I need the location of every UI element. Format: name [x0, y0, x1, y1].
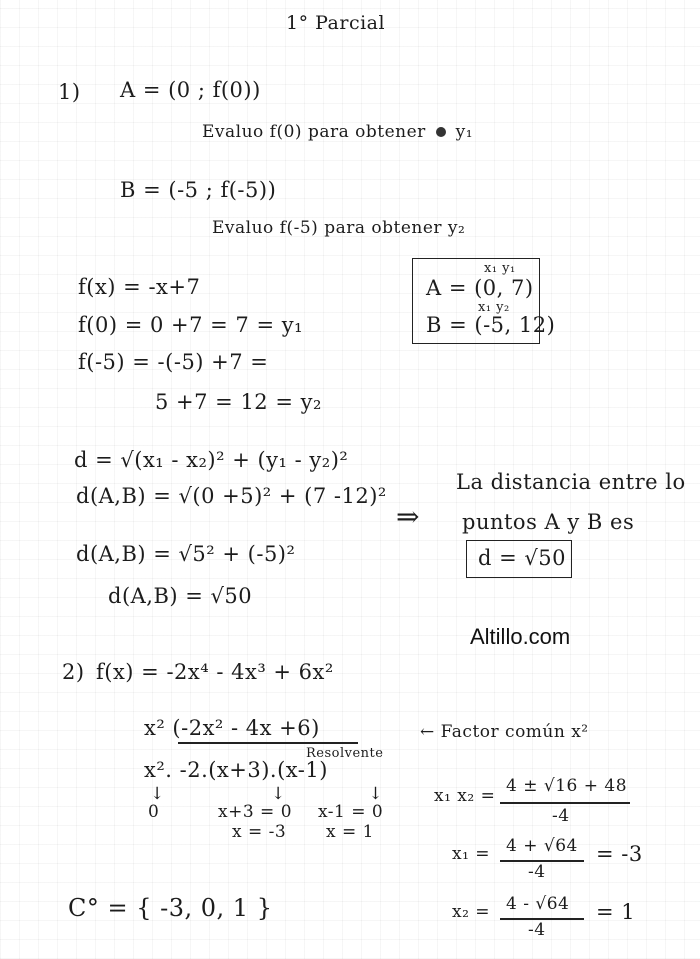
page-title: 1° Parcial	[286, 12, 386, 34]
implies-arrow: ⇒	[396, 500, 420, 533]
box-point-b: B = (-5, 12)	[426, 313, 556, 337]
fully-factored-expression: x². -2.(x+3).(x-1)	[144, 758, 328, 782]
note-evaluate-f0	[202, 122, 473, 142]
function-definition-2: f(x) = -2x⁴ - 4x³ + 6x²	[96, 660, 334, 684]
distance-formula: d = √(x₁ - x₂)² + (y₁ - y₂)²	[74, 448, 349, 472]
distance-substitution: d(A,B) = √(0 +5)² + (7 -12)²	[76, 484, 387, 508]
down-arrows: ↓ ↓ ↓	[150, 784, 384, 804]
function-definition-1: f(x) = -x+7	[78, 275, 201, 299]
root-x2-numerator: 4 - √64	[506, 894, 570, 914]
scribble-mark	[436, 127, 446, 137]
exercise-1-number: 1)	[58, 80, 81, 104]
note-evaluate-f0-text: Evaluo f(0) para obtener	[202, 122, 426, 142]
factor-underline	[178, 742, 358, 744]
box-point-a: A = (0, 7)	[426, 276, 534, 300]
conclusion-line-1: La distancia entre lo	[456, 470, 686, 494]
note-evaluate-f0-var: y₁	[455, 122, 474, 142]
evaluation-fm5-step2: 5 +7 = 12 = y₂	[155, 390, 322, 414]
root-equation-1: x+3 = 0	[218, 802, 293, 822]
conclusion-line-2: puntos A y B es	[462, 510, 635, 534]
root-solution-2: x = 1	[326, 822, 374, 842]
quadratic-numerator: 4 ± √16 + 48	[506, 776, 628, 796]
resolvente-label: Resolvente	[306, 746, 384, 761]
box-a-coordinate-labels: x₁ y₁	[484, 261, 516, 276]
altillo-watermark: Altillo.com	[470, 624, 571, 649]
root-solution-1: x = -3	[232, 822, 287, 842]
root-x1-result: = -3	[596, 842, 643, 866]
common-factor-expression: x² (-2x² - 4x +6)	[144, 716, 320, 740]
distance-simplification: d(A,B) = √5² + (-5)²	[76, 542, 296, 566]
exercise-2-number: 2)	[62, 660, 85, 684]
root-x1-numerator: 4 + √64	[506, 836, 578, 856]
root-zero: 0	[148, 802, 160, 822]
common-factor-note: ← Factor común x²	[420, 722, 589, 742]
point-b-definition: B = (-5 ; f(-5))	[120, 178, 277, 202]
root-equation-2: x-1 = 0	[318, 802, 384, 822]
root-x2-lhs: x₂ =	[452, 902, 491, 922]
point-a-definition: A = (0 ; f(0))	[120, 78, 261, 102]
evaluation-fm5-step1: f(-5) = -(-5) +7 =	[78, 350, 269, 374]
root-x1-lhs: x₁ =	[452, 844, 491, 864]
quadratic-fraction-bar	[500, 802, 630, 804]
root-x2-result: = 1	[596, 900, 636, 924]
root-x1-denominator: -4	[528, 862, 546, 882]
box-b-coordinate-labels: x₁ y₂	[478, 300, 510, 315]
zero-set: C° = { -3, 0, 1 }	[68, 894, 273, 922]
conclusion-result: d = √50	[478, 546, 566, 570]
root-x2-denominator: -4	[528, 920, 546, 940]
distance-result: d(A,B) = √50	[108, 584, 253, 608]
note-evaluate-fm5: Evaluo f(-5) para obtener y₂	[212, 218, 466, 238]
quadratic-denominator: -4	[552, 806, 570, 826]
evaluation-f0: f(0) = 0 +7 = 7 = y₁	[78, 313, 303, 337]
quadratic-lhs: x₁ x₂ =	[434, 786, 496, 806]
